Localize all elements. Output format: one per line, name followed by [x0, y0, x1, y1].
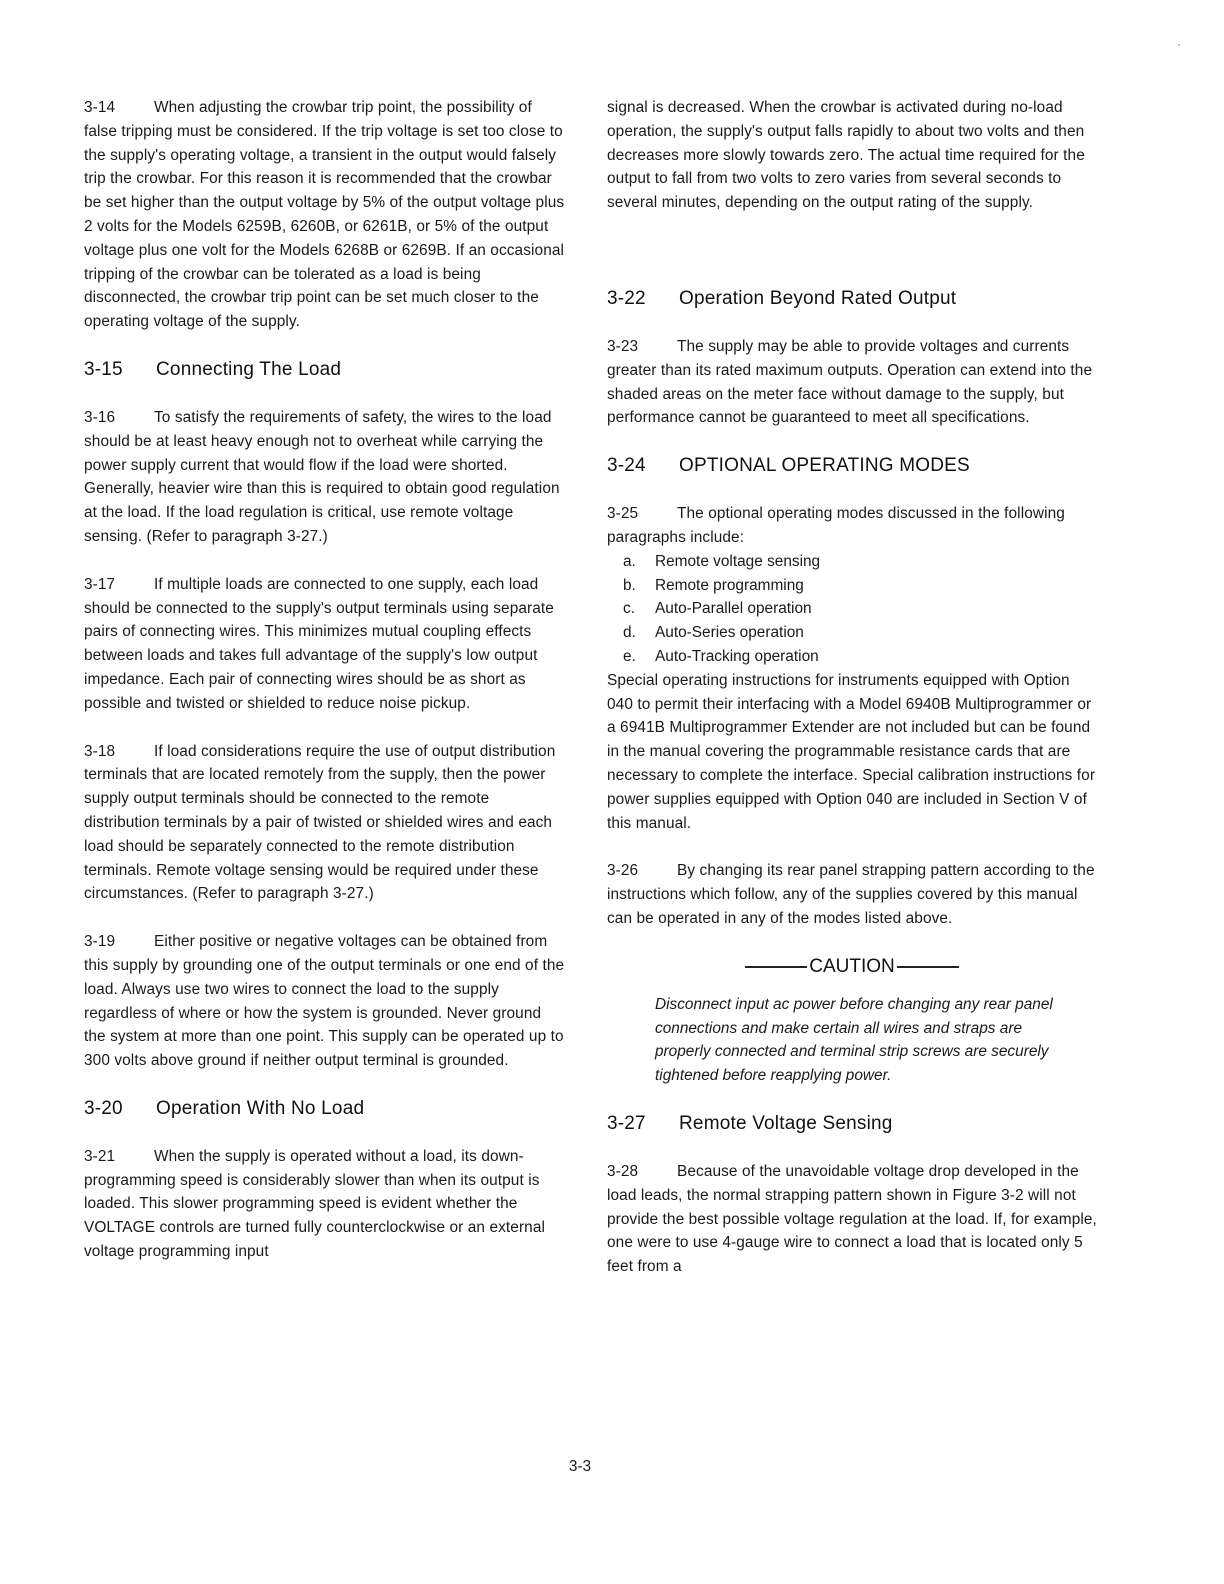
- paragraph-3-19: [84, 930, 566, 1073]
- list-letter: d.: [623, 624, 636, 642]
- paragraph-number: 3-28: [607, 1162, 639, 1180]
- list-letter: b.: [623, 576, 636, 594]
- list-letter: a.: [623, 552, 636, 570]
- caution-rule-right: [897, 966, 959, 968]
- paragraph-3-23: [607, 335, 1097, 430]
- paragraph-number: 3-17: [84, 575, 116, 593]
- list-label: Remote programming: [655, 576, 804, 594]
- paragraph-3-16: [84, 406, 566, 549]
- list-label: Remote voltage sensing: [655, 552, 821, 570]
- paragraph-3-18: [84, 740, 566, 907]
- section-heading-3-20: [84, 1097, 566, 1121]
- paragraph-text: The optional operating modes discussed in the following paragraphs include:: [607, 505, 1065, 546]
- heading-title: Remote Voltage Sensing: [679, 1112, 893, 1134]
- heading-number: 3-27: [607, 1112, 646, 1134]
- paragraph-number: 3-23: [607, 337, 639, 355]
- paragraph-number: 3-25: [607, 505, 639, 523]
- caution-rule-left: [745, 966, 807, 968]
- paragraph-3-21: [84, 1145, 566, 1264]
- paragraph-number: 3-19: [84, 933, 116, 951]
- paragraph-text: To satisfy the requirements of safety, the wires to the load should be at least heavy enough not to overheat while carrying the power supply current that would flow if the load were shorted. Generally, heavier wire than this is required to obtain good regulation at the load. If the load regulation is critical, use remote voltage sensing. (Refer to paragraph 3-27.): [84, 408, 560, 545]
- section-heading-3-15: [84, 358, 566, 382]
- paragraph-text: When adjusting the crowbar trip point, the possibility of false tripping must be considered. If the trip voltage is set too close to the supply's operating voltage, a transient in the output would falsely trip the crowbar. For this reason it is recommended that the crowbar be set higher than the output voltage by 5% of the output voltage plus 2 volts for the Models 6259B, 6260B, or 6261B, or 5% of the output voltage plus one volt for the Models 6268B or 6269B. If an occasional tripping of the crowbar can be tolerated as a load is being disconnected, the crowbar trip point can be set much closer to the operating voltage of the supply.: [84, 99, 565, 331]
- heading-number: 3-22: [607, 287, 646, 309]
- list-letter: c.: [623, 600, 635, 618]
- heading-number: 3-15: [84, 358, 123, 380]
- heading-title: Operation With No Load: [156, 1097, 365, 1119]
- heading-title: OPTIONAL OPERATING MODES: [679, 455, 970, 477]
- paragraph-number: 3-26: [607, 862, 639, 880]
- paragraph-text: If load considerations require the use of output distribution terminals that are located remotely from the supply, then the power supply output terminals should be connected to the remote distribution terminals by a pair of twisted or shielded wires and each load should be separately connected to the remote distribution terminals. Remote voltage sensing would be required under these circumstances. (Refer to paragraph 3-27.): [84, 742, 556, 903]
- list-item: [623, 621, 1097, 645]
- paragraph-text: Special operating instructions for instruments equipped with Option 040 to permit their interfacing with a Model 6940B Multiprogrammer or a 6941B Multiprogrammer Extender are not included but can be found in the manual covering the programmable resistance cards that are necessary to complete the interface. Special calibration instructions for power supplies equipped with Option 040 are included in Section V of this manual.: [607, 671, 1096, 832]
- paragraph-text: Either positive or negative voltages can be obtained from this supply by grounding one of the output terminals or one end of the load. Always use two wires to connect the load to the supply regardless of where or how the system is grounded. Never ground the system at more than one point. This supply can be operated up to 300 volts above ground if neither output terminal is grounded.: [84, 933, 565, 1070]
- list-label: Auto-Tracking operation: [655, 647, 819, 665]
- paragraph-number: 3-21: [84, 1147, 116, 1165]
- section-heading-3-24: [607, 454, 1097, 478]
- scan-margin-mark: [1178, 44, 1180, 46]
- caution-text: Disconnect input ac power before changing any rear panel connections and make certain all wires and straps are properly connected and terminal strip screws are securely tightened before reapplying power.: [655, 995, 1053, 1085]
- heading-number: 3-24: [607, 455, 646, 477]
- paragraph-text: Because of the unavoidable voltage drop developed in the load leads, the normal strapping pattern shown in Figure 3-2 will not provide the best possible voltage regulation at the load. If, for example, one were to use 4-gauge wire to connect a load that is located only 5 feet from a: [607, 1162, 1097, 1276]
- list-letter: e.: [623, 647, 636, 665]
- heading-title: Operation Beyond Rated Output: [679, 287, 957, 309]
- paragraph-text: signal is decreased. When the crowbar is activated during no-load operation, the supply's output falls rapidly to about two volts and then decreases more slowly towards zero. The actual time required for the output to fall from two volts to zero varies from several seconds to several minutes, depending on the output rating of the supply.: [607, 99, 1085, 212]
- paragraph-3-28: [607, 1160, 1097, 1279]
- paragraph-number: 3-16: [84, 408, 116, 426]
- section-heading-3-27: [607, 1112, 1097, 1136]
- paragraph-number: 3-18: [84, 742, 116, 760]
- page-number: 3-3: [568, 1458, 592, 1475]
- list-item: [623, 574, 1097, 598]
- paragraph-text: By changing its rear panel strapping pattern according to the instructions which follow, any of the supplies covered by this manual can be operated in any of the modes listed above.: [607, 862, 1095, 927]
- operating-modes-list: [607, 550, 1097, 669]
- caution-heading: [607, 955, 1097, 979]
- paragraph-number: 3-14: [84, 99, 116, 116]
- list-item: [623, 550, 1097, 574]
- paragraph-special-instructions: [607, 669, 1097, 836]
- heading-number: 3-20: [84, 1097, 123, 1119]
- list-label: Auto-Series operation: [655, 624, 804, 642]
- list-label: Auto-Parallel operation: [655, 600, 812, 618]
- paragraph-text: The supply may be able to provide voltages and currents greater than its rated maximum outputs. Operation can extend into the shaded areas on the meter face without damage to the supply, but performance cannot be guaranteed to meet all specifications.: [607, 337, 1093, 427]
- list-item: [623, 645, 1097, 669]
- paragraph-text: If multiple loads are connected to one supply, each load should be connected to the supply's output terminals using separate pairs of connecting wires. This minimizes mutual coupling effects between loads and takes full advantage of the supply's low output impedance. Each pair of connecting wires should be as short as possible and twisted or shielded to reduce noise pickup.: [84, 575, 554, 712]
- paragraph-3-21-continued: [607, 96, 1097, 215]
- paragraph-text: When the supply is operated without a load, its down-programming speed is considerably slower than when its output is loaded. This slower programming speed is evident whether the VOLTAGE controls are turned fully counterclockwise or an external voltage programming input: [84, 1147, 546, 1261]
- heading-title: Connecting The Load: [156, 358, 342, 380]
- paragraph-3-25: [607, 502, 1097, 550]
- paragraph-3-17: [84, 573, 566, 716]
- right-column: [607, 96, 1097, 1279]
- section-heading-3-22: [607, 287, 1097, 311]
- left-column: [84, 96, 566, 1264]
- paragraph-3-14: [84, 96, 566, 334]
- list-item: [623, 597, 1097, 621]
- paragraph-3-26: [607, 859, 1097, 930]
- caution-label: CAUTION: [809, 955, 895, 977]
